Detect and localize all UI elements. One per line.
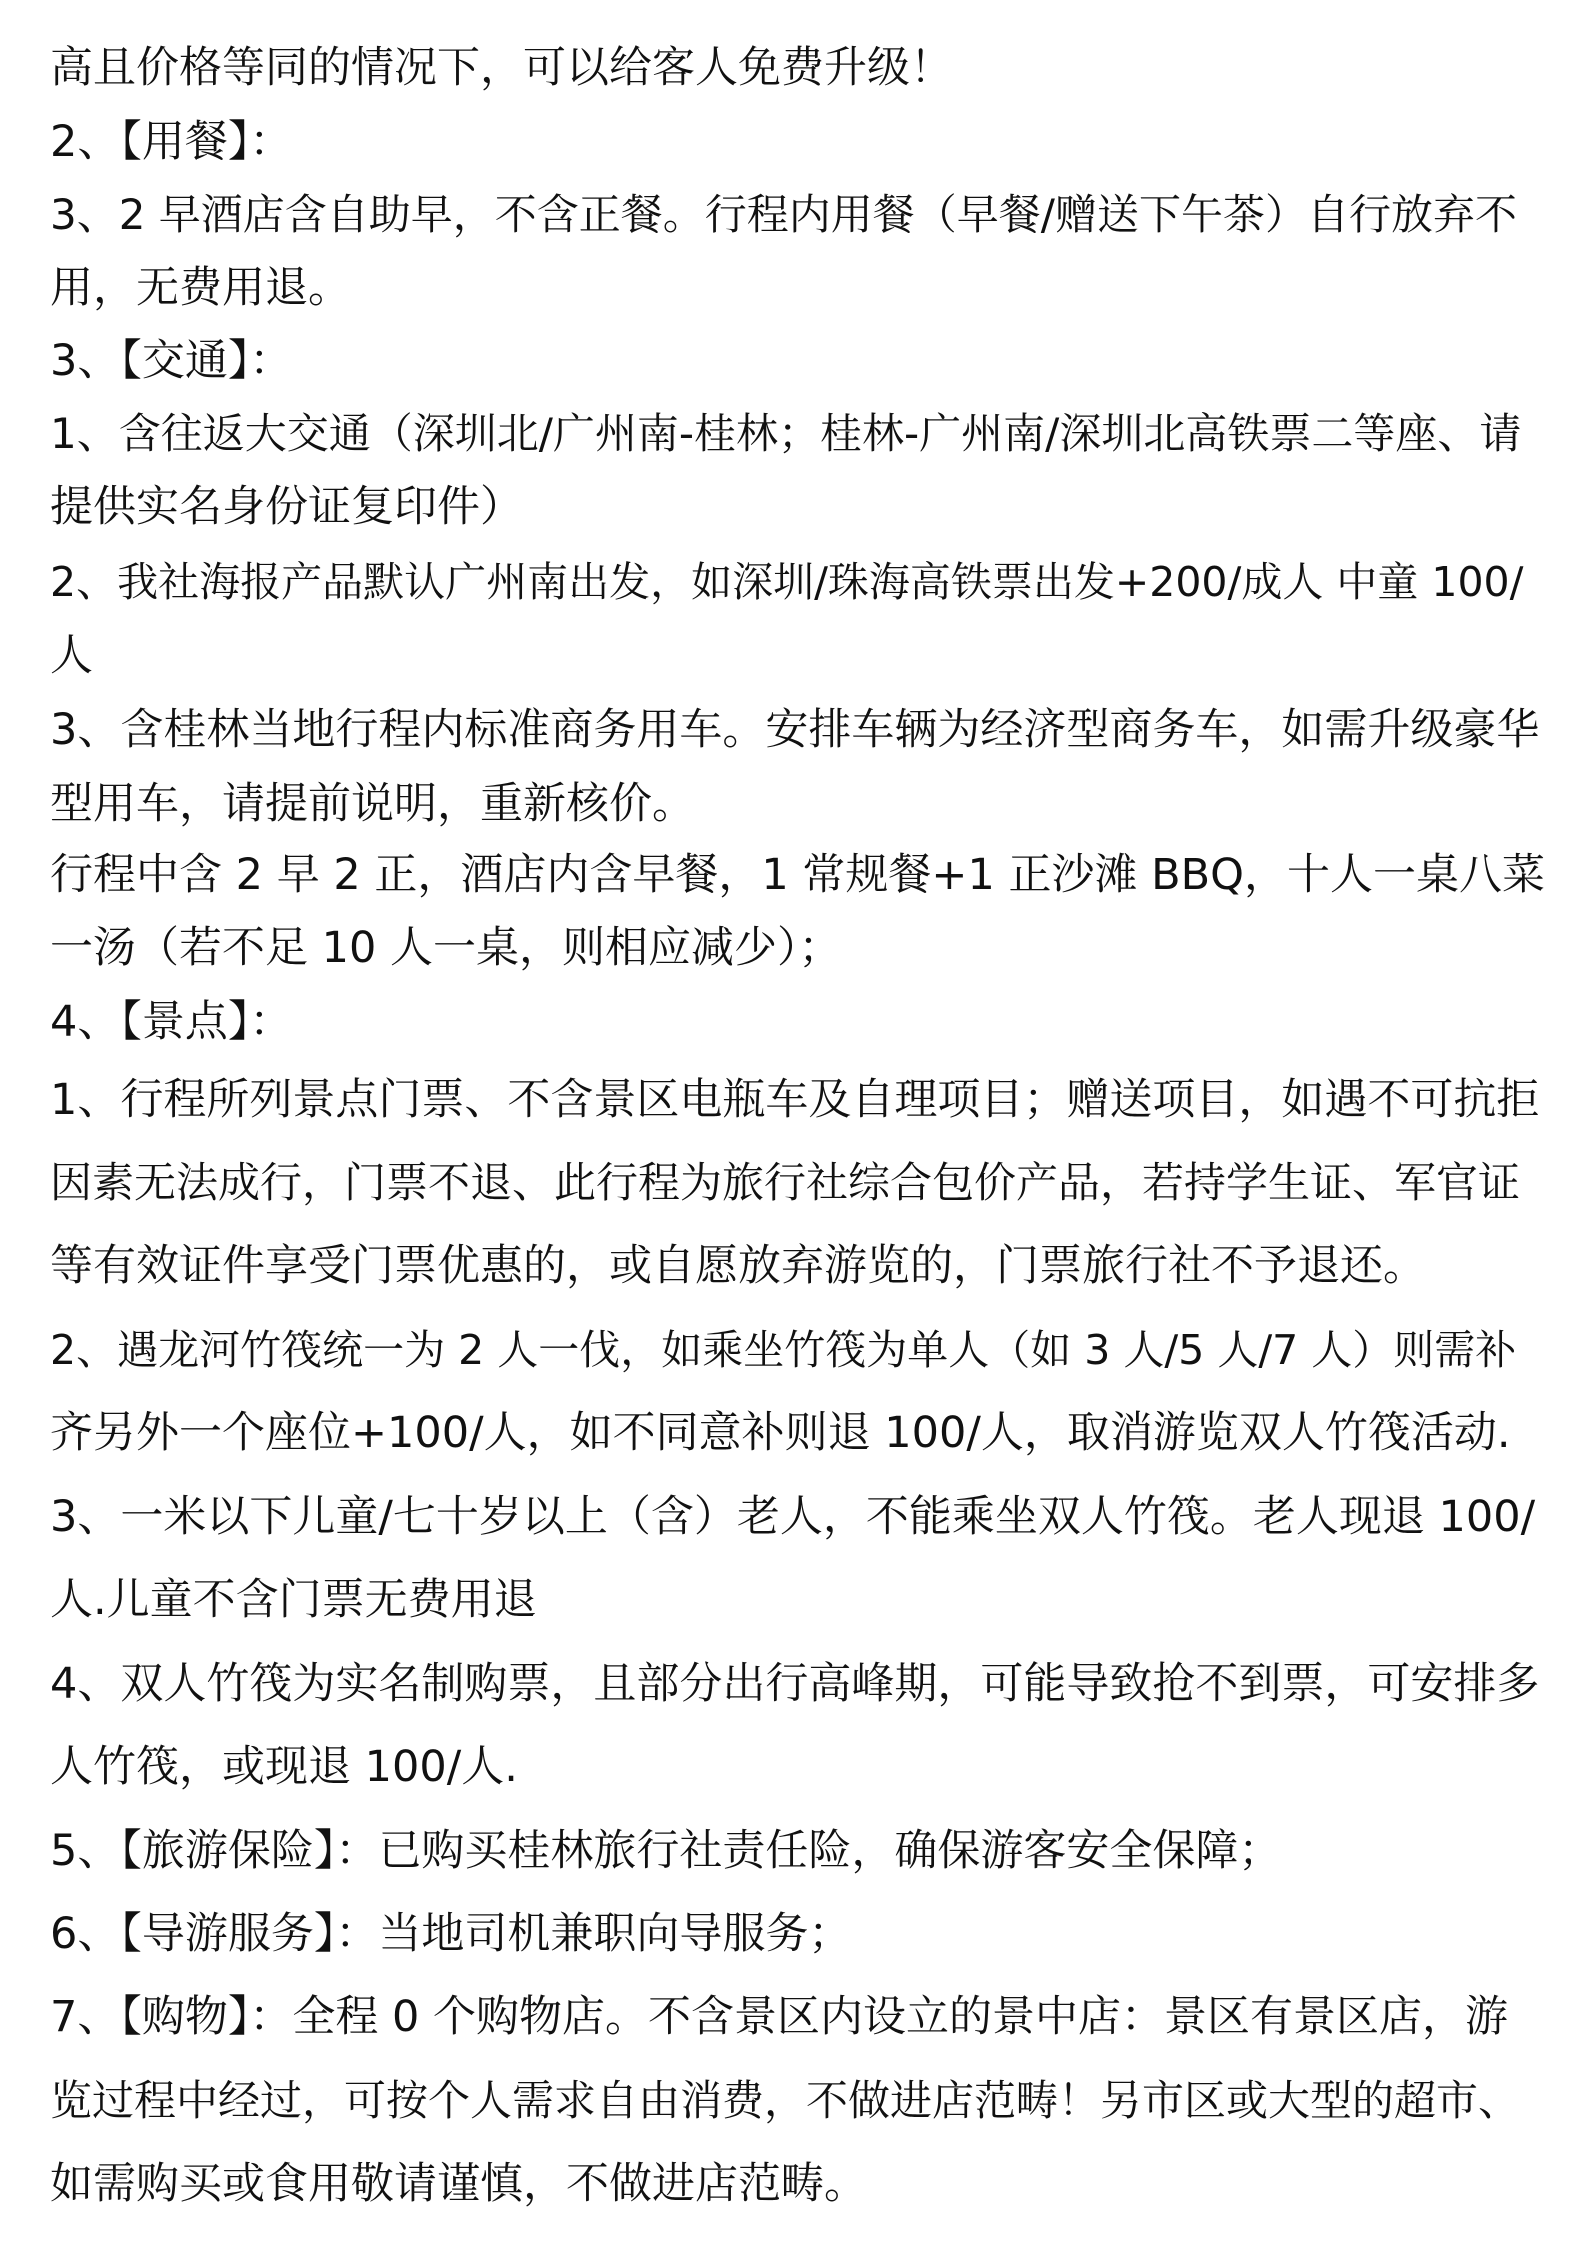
text-line: 4、【景点】：	[50, 997, 293, 1047]
text-line: 4、双人竹筏为实名制购票，且部分出行高峰期，可能导致抢不到票，可安排多	[50, 1659, 1540, 1709]
text-line: 人.儿童不含门票无费用退	[50, 1575, 537, 1625]
text-line: 览过程中经过，可按个人需求自由消费，不做进店范畴！另市区或大型的超市、	[50, 2076, 1521, 2125]
text-line: 型用车，请提前说明，重新核价。	[50, 779, 695, 829]
text-line: 2、遇龙河竹筏统一为 2 人一伐，如乘坐竹筏为单人（如 3 人/5 人/7 人）则需补	[50, 1326, 1517, 1374]
text-line: 1、含往返大交通（深圳北/广州南-桂林；桂林-广州南/深圳北高铁票二等座、请	[50, 409, 1522, 458]
text-line: 3、2 早酒店含自助早，不含正餐。行程内用餐（早餐/赠送下午茶）自行放弃不	[50, 190, 1517, 239]
text-line: 提供实名身份证复印件）	[50, 482, 523, 532]
text-line: 2、我社海报产品默认广州南出发，如深圳/珠海高铁票出发+200/成人 中童 100/	[50, 558, 1524, 606]
text-line: 行程中含 2 早 2 正，酒店内含早餐，1 常规餐+1 正沙滩 BBQ，十人一桌八菜	[50, 850, 1545, 900]
text-line: 3、一米以下儿童/七十岁以上（含）老人，不能乘坐双人竹筏。老人现退 100/	[50, 1492, 1536, 1542]
text-line: 高且价格等同的情况下，可以给客人免费升级！	[50, 43, 953, 93]
text-line: 3、【交通】：	[50, 336, 293, 386]
text-line: 6、【导游服务】：当地司机兼职向导服务；	[50, 1909, 852, 1959]
text-line: 一汤（若不足 10 人一桌，则相应减少）；	[50, 923, 842, 973]
text-line: 人竹筏，或现退 100/人.	[50, 1742, 518, 1792]
text-line: 等有效证件享受门票优惠的，或自愿放弃游览的，门票旅行社不予退还。	[50, 1241, 1426, 1291]
text-line: 3、含桂林当地行程内标准商务用车。安排车辆为经济型商务车，如需升级豪华	[50, 705, 1540, 755]
text-line: 7、【购物】：全程 0 个购物店。不含景区内设立的景中店：景区有景区店，游	[50, 1992, 1509, 2042]
text-line: 人	[50, 631, 93, 681]
text-line: 用，无费用退。	[50, 263, 351, 313]
text-line: 2、【用餐】：	[50, 117, 293, 167]
text-line: 如需购买或食用敬请谨慎，不做进店范畴。	[50, 2159, 867, 2209]
text-line: 因素无法成行，门票不退、此行程为旅行社综合包价产品，若持学生证、军官证	[50, 1158, 1521, 1207]
text-line: 齐另外一个座位+100/人，如不同意补则退 100/人，取消游览双人竹筏活动.	[50, 1408, 1511, 1458]
text-line: 1、行程所列景点门票、不含景区电瓶车及自理项目；赠送项目，如遇不可抗拒	[50, 1075, 1540, 1125]
text-line: 5、【旅游保险】：已购买桂林旅行社责任险，确保游客安全保障；	[50, 1826, 1282, 1876]
